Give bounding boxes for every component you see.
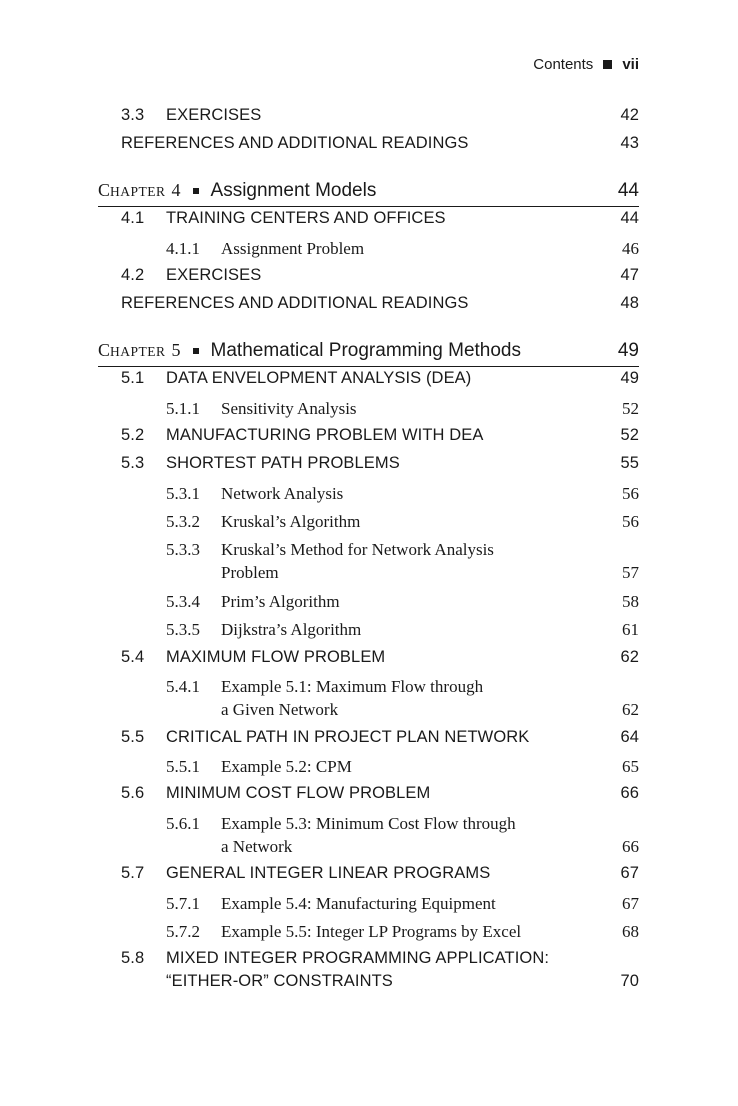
section-title: EXERCISES [166, 106, 262, 124]
chapter-label-cap: C [98, 340, 111, 360]
running-header-page-number: vii [622, 56, 639, 73]
chapter-rule [98, 366, 639, 367]
subsection-number: 5.3.3 [166, 540, 200, 559]
subsection-title: Network Analysis [221, 484, 344, 503]
chapter-number: 4 [171, 180, 181, 200]
running-header [533, 56, 639, 73]
section-number: 5.6 [121, 784, 145, 802]
page-number: 48 [620, 294, 639, 312]
subsection-title: Example 5.1: Maximum Flow through [221, 677, 484, 696]
section-title: MINIMUM COST FLOW PROBLEM [166, 784, 431, 802]
page-number: 64 [620, 728, 639, 746]
section-number: 5.4 [121, 648, 145, 666]
square-bullet-icon [193, 188, 199, 194]
subsection-number: 4.1.1 [166, 239, 200, 258]
subsection-number: 5.3.1 [166, 484, 200, 503]
section-number: 5.3 [121, 454, 145, 472]
square-bullet-icon [193, 348, 199, 354]
section-title-continued: “EITHER-OR” CONSTRAINTS [166, 972, 393, 990]
chapter-label [98, 180, 166, 200]
section-title: SHORTEST PATH PROBLEMS [166, 454, 400, 472]
subsection-title-continued: Problem [221, 563, 279, 582]
section-number: 3.3 [121, 106, 145, 124]
subsection-number: 5.3.2 [166, 512, 200, 531]
page-number: 68 [622, 922, 639, 941]
subsection-number: 5.3.5 [166, 620, 200, 639]
subsection-number: 5.7.2 [166, 922, 200, 941]
references-title: REFERENCES AND ADDITIONAL READINGS [121, 294, 469, 312]
chapter-title: Mathematical Programming Methods [210, 340, 521, 361]
subsection-title: Example 5.3: Minimum Cost Flow through [221, 814, 516, 833]
page-number: 44 [620, 209, 639, 227]
page-number: 46 [622, 239, 639, 258]
page-number: 62 [622, 700, 639, 719]
section-title: GENERAL INTEGER LINEAR PROGRAMS [166, 864, 491, 882]
page-number: 66 [622, 837, 639, 856]
subsection-title: Example 5.5: Integer LP Programs by Excel [221, 922, 522, 941]
page-number: 43 [620, 134, 639, 152]
section-number: 5.8 [121, 949, 145, 967]
subsection-title-continued: a Network [221, 837, 293, 856]
subsection-title: Kruskal’s Method for Network Analysis [221, 540, 494, 559]
page-number: 65 [622, 757, 639, 776]
page-number: 42 [620, 106, 639, 124]
section-number: 4.2 [121, 266, 145, 284]
page-number: 55 [620, 454, 639, 472]
subsection-title: Dijkstra’s Algorithm [221, 620, 362, 639]
page-number: 49 [617, 340, 639, 361]
subsection-title-continued: a Given Network [221, 700, 339, 719]
page-number: 47 [620, 266, 639, 284]
section-title: DATA ENVELOPMENT ANALYSIS (DEA) [166, 369, 472, 387]
section-title: EXERCISES [166, 266, 262, 284]
subsection-number: 5.6.1 [166, 814, 200, 833]
subsection-number: 5.1.1 [166, 399, 200, 418]
square-bullet-icon [603, 60, 612, 69]
chapter-label [98, 340, 166, 360]
page-number: 66 [620, 784, 639, 802]
page-number: 70 [620, 972, 639, 990]
chapter-label-rest: HAPTER [110, 184, 166, 199]
section-number: 4.1 [121, 209, 145, 227]
section-title: TRAINING CENTERS AND OFFICES [166, 209, 446, 227]
subsection-title: Example 5.2: CPM [221, 757, 352, 776]
subsection-number: 5.7.1 [166, 894, 200, 913]
section-number: 5.7 [121, 864, 145, 882]
section-title: MANUFACTURING PROBLEM WITH DEA [166, 426, 484, 444]
running-header-label: Contents [533, 56, 594, 73]
page-number: 67 [622, 894, 639, 913]
page-number: 44 [617, 180, 639, 201]
section-number: 5.1 [121, 369, 145, 387]
page-number: 52 [620, 426, 639, 444]
page-number: 61 [622, 620, 639, 639]
page-number: 52 [622, 399, 639, 418]
section-title: MAXIMUM FLOW PROBLEM [166, 648, 386, 666]
chapter-label-cap: C [98, 180, 111, 200]
page-number: 49 [620, 369, 639, 387]
chapter-number: 5 [171, 340, 181, 360]
page-number: 62 [620, 648, 639, 666]
page-number: 58 [622, 592, 639, 611]
subsection-number: 5.3.4 [166, 592, 200, 611]
section-title: MIXED INTEGER PROGRAMMING APPLICATION: [166, 949, 550, 967]
chapter-label-rest: HAPTER [110, 344, 166, 359]
subsection-number: 5.5.1 [166, 757, 200, 776]
section-number: 5.2 [121, 426, 145, 444]
chapter-title: Assignment Models [210, 180, 377, 201]
subsection-title: Example 5.4: Manufacturing Equipment [221, 894, 496, 913]
subsection-title: Kruskal’s Algorithm [221, 512, 361, 531]
subsection-title: Prim’s Algorithm [221, 592, 340, 611]
subsection-number: 5.4.1 [166, 677, 200, 696]
page-number: 67 [620, 864, 639, 882]
section-title: CRITICAL PATH IN PROJECT PLAN NETWORK [166, 728, 530, 746]
subsection-title: Assignment Problem [221, 239, 365, 258]
chapter-heading [98, 180, 376, 202]
chapter-heading [98, 340, 521, 362]
page-number: 57 [622, 563, 639, 582]
chapter-rule [98, 206, 639, 207]
section-number: 5.5 [121, 728, 145, 746]
page-number: 56 [622, 512, 639, 531]
subsection-title: Sensitivity Analysis [221, 399, 357, 418]
references-title: REFERENCES AND ADDITIONAL READINGS [121, 134, 469, 152]
page-number: 56 [622, 484, 639, 503]
